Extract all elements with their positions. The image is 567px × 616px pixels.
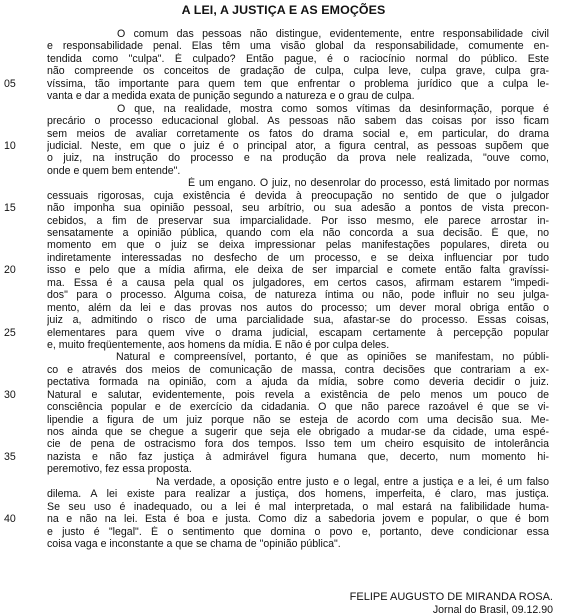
text-line: [0, 501, 567, 513]
line-text: O comum das pessoas não distingue, evidentemente, entre responsabilidade civil: [117, 28, 549, 40]
line-text: o juiz, na instrução do processo e na produção da prova nele realizada, "ouve como,: [47, 152, 549, 165]
line-text: dos" para o processo. Alguma coisa, de natureza íntima ou não, pode influir no seu julga-: [47, 289, 549, 302]
line-text: nazista e não faz justiça à admirável figura humana que, decerto, num momento hi-: [47, 450, 549, 463]
line-text: Se seu uso é inadequado, ou a lei é mal interpretada, o mal estará na falibilidade huma-: [47, 500, 549, 513]
line-text: não imponha sua opinião pessoal, seu arbítrio, ou sua adesão a pontos de vista precon-: [47, 202, 549, 215]
line-text: na e não na lei. Esta é boa e justa. Como diz a sabedoria jovem e popular, o que é bom: [47, 513, 549, 526]
text-line: [0, 538, 567, 550]
text-line: [0, 302, 567, 314]
line-text: tendida como "culpa". É culpado? Então pague, é o raciocínio normal do público. Este: [47, 52, 549, 65]
text-line: [0, 364, 567, 376]
text-line: [0, 227, 567, 239]
line-text: precário o processo educacional global. As pessoas não sabem das coisas por isso ficam: [47, 115, 549, 128]
line-text: judicial. Neste, em que o juiz é o principal ator, a figura central, as pessoas supõem que: [47, 139, 549, 152]
text-line: [0, 426, 567, 438]
text-line: [0, 78, 567, 90]
author-name: FELIPE AUGUSTO DE MIRANDA ROSA.: [349, 591, 553, 603]
line-text: ma. Essa é a causa pela qual os julgadores, em certos casos, afirmam estarem "impedi-: [47, 276, 549, 289]
line-text: víssima, tão importante para quem tem que enfrentar o problema jurídico que a culpa le-: [47, 77, 549, 90]
line-text: e, muito freqüentemente, aos homens da mídia. E não é por culpa deles.: [47, 338, 390, 351]
line-text: cie de pena de ostracismo fora dos tempos. Isso tem um cheiro esquisito de intolerância: [47, 438, 549, 451]
text-line: [0, 277, 567, 289]
text-line: [0, 451, 567, 463]
line-number: 15: [4, 202, 16, 215]
line-text: elementares para quem vive o drama judicial, escapam certamente à percepção popular: [47, 326, 549, 339]
line-text: Na verdade, a oposição entre justo e o legal, entre a justiça e a lei, é um falso: [156, 475, 549, 488]
line-number: 05: [4, 77, 16, 90]
text-line: [0, 488, 567, 500]
line-text: peremotivo, fez essa proposta.: [47, 463, 192, 476]
text-line: [0, 264, 567, 276]
line-text: O que, na realidade, mostra como somos vítimas da desinformação, porque é: [117, 102, 549, 115]
line-text: mento, além da lei e das provas nos autos do processo; um dever moral obriga então o: [47, 301, 549, 314]
text-line: [0, 327, 567, 339]
line-text: vanta e dar a medida exata de punição segundo a natureza e o grau de culpa.: [47, 90, 415, 103]
text-line: [0, 289, 567, 301]
article-body: [0, 28, 567, 550]
line-text: dilema. A lei existe para realizar a justiça, dos homens, imperfeita, é claro, mas justiça.: [47, 488, 549, 501]
line-number: 10: [4, 139, 16, 152]
text-line: [0, 128, 567, 140]
text-line: [0, 401, 567, 413]
line-text: consciência popular e de exercício da cidadania. O que não parece razoável é que se vi-: [47, 401, 549, 414]
line-text: coisa vaga e inconstante a que se chama de "opinião pública".: [47, 537, 341, 550]
document-title: A LEI, A JUSTIÇA E AS EMOÇÕES: [181, 3, 386, 17]
line-text: sem meios de avaliar corretamente os fatos do drama social e, em particular, do drama: [47, 127, 549, 140]
line-text: cessuais rigorosas, cuja existência é devida à preocupação no sentido de que o julgador: [47, 189, 549, 202]
line-text: sensatamente a opinião pública, quando com ela não concorda a sua decisão. É que, no: [47, 227, 549, 239]
line-text: e justo é "legal". É o sentimento que domina o povo e, portanto, deve condicionar essa: [47, 525, 549, 538]
text-line: [0, 526, 567, 538]
text-line: [0, 152, 567, 164]
line-text: onde e quem bem entende".: [47, 164, 181, 177]
text-line: [0, 239, 567, 251]
line-text: lipendie a figura de um juiz porque não se esteja de acordo com uma decisão sua. Me-: [47, 413, 549, 426]
source-citation: Jornal do Brasil, 09.12.90: [432, 604, 553, 616]
text-line: [0, 53, 567, 65]
text-line: [0, 103, 567, 115]
text-line: [0, 140, 567, 152]
line-text: isso e pelo que a mídia afirma, ele deixa de ser imparcial e comete então falta gravíssi-: [47, 264, 549, 277]
text-line: [0, 190, 567, 202]
line-text: juiz a, admitindo o risco de uma parcialidade sua, afastar-se do processo. Essas coisas,: [47, 314, 549, 327]
line-number: 20: [4, 264, 16, 277]
line-text: nos ainda que se chegue a sugerir que seja ele obrigado a mudar-se da cidade, uma espé-: [47, 426, 549, 438]
text-line: [0, 376, 567, 388]
text-line: [0, 90, 567, 102]
text-line: [0, 314, 567, 326]
line-number: 25: [4, 326, 16, 339]
line-number: 35: [4, 450, 16, 463]
line-text: Natural e salutar, evidentemente, pois revela a existência de pelo menos um pouco de: [47, 388, 549, 401]
text-line: [0, 40, 567, 52]
text-line: [0, 165, 567, 177]
text-line: [0, 65, 567, 77]
line-text: não compreende os conceitos de gradação de culpa, culpa leve, culpa grave, culpa gra-: [47, 65, 549, 78]
text-line: [0, 476, 567, 488]
text-line: [0, 463, 567, 475]
text-line: [0, 202, 567, 214]
text-line: [0, 177, 567, 189]
text-line: [0, 389, 567, 401]
line-text: e responsabilidade penal. Elas têm uma visão global da responsabilidade, comumente en-: [47, 40, 549, 53]
line-text: indiretamente interessadas no desfecho de um processo, e se deixa influenciar por tudo: [47, 251, 549, 264]
text-line: [0, 438, 567, 450]
line-text: co e através dos meios de comunicação de massa, contra decisões que contrariam a ex-: [47, 363, 549, 376]
text-line: [0, 339, 567, 351]
line-text: cebidos, a fim de preservar sua imparcialidade. Por isso mesmo, ele parece arrostar in-: [47, 214, 549, 227]
text-line: [0, 115, 567, 127]
line-text: É um engano. O juiz, no desenrolar do processo, está limitado por normas: [188, 177, 549, 190]
line-text: momento em que o juiz se deixa impressionar pelas manifestações populares, direta ou: [47, 239, 549, 252]
text-line: [0, 351, 567, 363]
text-line: [0, 513, 567, 525]
text-line: [0, 28, 567, 40]
text-line: [0, 252, 567, 264]
line-text: Natural e compreensível, portanto, é que as opiniões se manifestam, no públi-: [116, 351, 549, 364]
text-line: [0, 414, 567, 426]
text-line: [0, 215, 567, 227]
line-number: 40: [4, 513, 16, 526]
line-text: pectativa formada na opinião, com a ajuda da mídia, sobre como deveria decidir o juiz.: [47, 376, 549, 389]
line-number: 30: [4, 388, 16, 401]
